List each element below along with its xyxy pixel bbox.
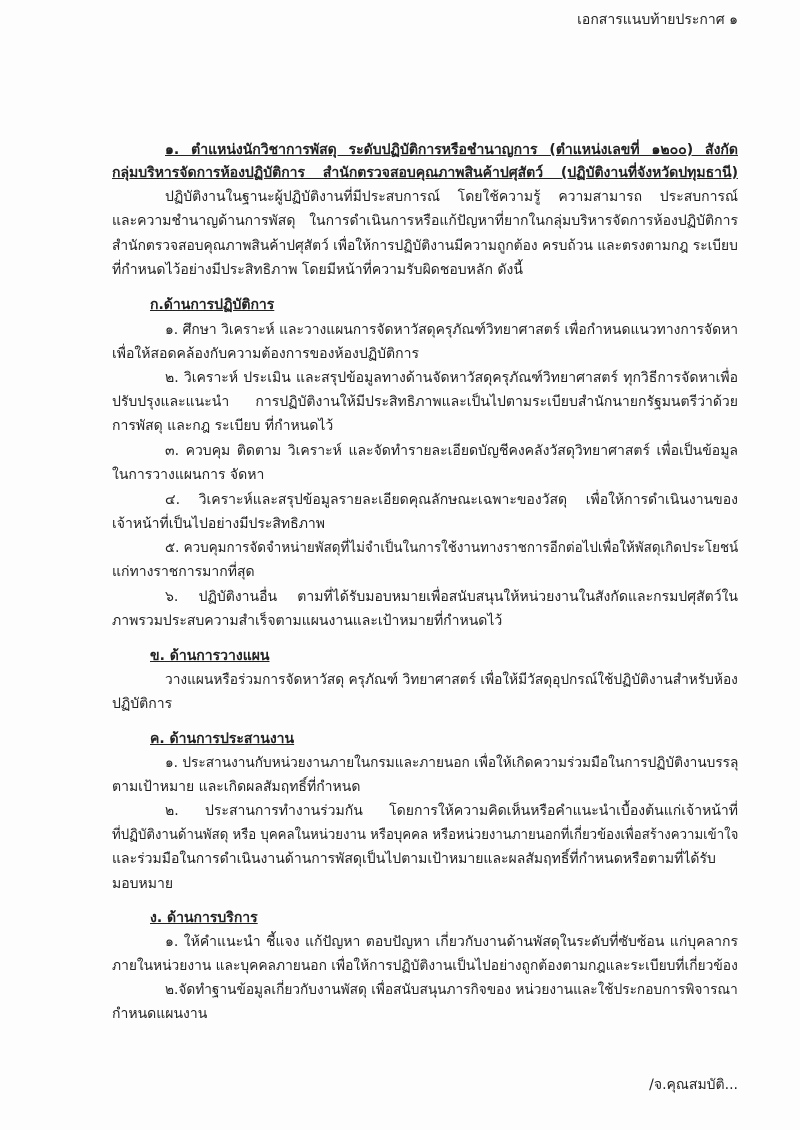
duty-item-line: ๖. ปฏิบัติงานอื่น ตามที่ได้รับมอบหมายเพื่อสนับสนุนให้หน่วยงานในสังกัดและกรมปศุสัตว์ใน bbox=[165, 589, 738, 605]
duty-item-line: การพัสดุ และกฎ ระเบียบ ที่กำหนดไว้ bbox=[112, 418, 334, 434]
position-title: ๑. ตำแหน่งนักวิชาการพัสดุ ระดับปฏิบัติการหรือชำนาญการ (ตำแหน่งเลขที่ ๑๒๐๐) สังกัด bbox=[165, 142, 738, 158]
attachment-note: เอกสารแนบท้ายประกาศ ๑ bbox=[577, 12, 738, 28]
section-heading: ก.ด้านการปฏิบัติการ bbox=[150, 297, 275, 313]
position-title: กลุ่มบริหารจัดการห้องปฏิบัติการ สำนักตรวจสอบคุณภาพสินค้าปศุสัตว์ (ปฏิบัติงานที่จังหวัดปทุมธานี) bbox=[112, 165, 738, 181]
duty-item-line: ๑. ให้คำแนะนำ ชี้แจง แก้ปัญหา ตอบปัญหา เกี่ยวกับงานด้านพัสดุในระดับที่ซับซ้อน แก่บุคลากร bbox=[165, 934, 738, 950]
duty-item-line: ๔. วิเคราะห์และสรุปข้อมูลรายละเอียดคุณลักษณะเฉพาะของวัสดุ เพื่อให้การดำเนินงานของ bbox=[165, 492, 738, 508]
duty-item-line: ๒.จัดทำฐานข้อมูลเกี่ยวกับงานพัสดุ เพื่อสนับสนุนภารกิจของ หน่วยงานและใช้ประกอบการพิจารณา bbox=[165, 982, 738, 998]
duty-item-line: ๑. ประสานงานกับหน่วยงานภายในกรมและภายนอก เพื่อให้เกิดความร่วมมือในการปฏิบัติงานบรรลุ bbox=[165, 755, 739, 771]
duty-item-line: ตามเป้าหมาย และเกิดผลสัมฤทธิ์ที่กำหนด bbox=[112, 779, 361, 795]
duty-item-line: ๒. ประสานการทำงานร่วมกัน โดยการให้ความคิดเห็นหรือคำแนะนำเบื้องต้นแก่เจ้าหน้าที่ bbox=[165, 803, 738, 819]
duty-item-line: แก่ทางราชการมากที่สุด bbox=[112, 564, 255, 580]
duty-item-line: ๕. ควบคุมการจัดจำหน่ายพัสดุที่ไม่จำเป็นในการใช้งานทางราชการอีกต่อไปเพื่อให้พัสดุเกิดประโยชน์ bbox=[165, 540, 739, 556]
intro-paragraph-line: ที่กำหนดไว้อย่างมีประสิทธิภาพ โดยมีหน้าที่ความรับผิดชอบหลัก ดังนี้ bbox=[112, 262, 523, 278]
duty-item-line: ปฏิบัติการ bbox=[112, 696, 173, 712]
duty-item-line: เจ้าหน้าที่เป็นไปอย่างมีประสิทธิภาพ bbox=[112, 516, 326, 532]
duty-item-line: วางแผนหรือร่วมการจัดหาวัสดุ ครุภัณฑ์ วิทยาศาสตร์ เพื่อให้มีวัสดุอุปกรณ์ใช้ปฏิบัติงานสำหรับห้อง bbox=[165, 672, 738, 688]
duty-item-line: ภาพรวมประสบความสำเร็จตามแผนงานและเป้าหมายที่กำหนดไว้ bbox=[112, 613, 503, 629]
section-heading: ค. ด้านการประสานงาน bbox=[150, 731, 295, 747]
duty-item-line: ในการวางแผนการ จัดหา bbox=[112, 467, 265, 483]
duty-item-line: มอบหมาย bbox=[112, 876, 174, 892]
duty-item-line: ปรับปรุงและแนะนำ การปฏิบัติงานให้มีประสิทธิภาพและเป็นไปตามระเบียบสำนักนายกรัฐมนตรีว่าด้วย bbox=[112, 394, 738, 410]
intro-paragraph-line: ปฏิบัติงานในฐานะผู้ปฏิบัติงานที่มีประสบการณ์ โดยใช้ความรู้ ความสามารถ ประสบการณ์ bbox=[165, 189, 738, 205]
duty-item-line: ๓. ควบคุม ติดตาม วิเคราะห์ และจัดทำรายละเอียดบัญชีคงคลังวัสดุวิทยาศาสตร์ เพื่อเป็นข้อมูล bbox=[165, 443, 738, 459]
duty-item-line: ภายในหน่วยงาน และบุคคลภายนอก เพื่อให้การปฏิบัติงานเป็นไปอย่างถูกต้องตามกฎและระเบียบที่เกี่ยวข้อง bbox=[112, 958, 738, 974]
section-heading: ข. ด้านการวางแผน bbox=[150, 648, 270, 664]
intro-paragraph-line: สำนักตรวจสอบคุณภาพสินค้าปศุสัตว์ เพื่อให้การปฏิบัติงานมีความถูกต้อง ครบถ้วน และตรงตามกฎ ระเบียบ bbox=[112, 238, 738, 254]
section-heading: ง. ด้านการบริการ bbox=[150, 910, 258, 926]
duty-item-line: เพื่อให้สอดคล้องกับความต้องการของห้องปฏิบัติการ bbox=[112, 346, 420, 362]
duty-item-line: และร่วมมือในการดำเนินงานด้านการพัสดุเป็นไปตามเป้าหมายและผลสัมฤทธิ์ที่กำหนดหรือตามที่ได้รับ bbox=[112, 851, 716, 867]
continuation-note: /จ.คุณสมบัติ... bbox=[649, 1077, 738, 1093]
duty-item-line: ๑. ศึกษา วิเคราะห์ และวางแผนการจัดหาวัสดุครุภัณฑ์วิทยาศาสตร์ เพื่อกำหนดแนวทางการจัดหา bbox=[165, 322, 739, 338]
intro-paragraph-line: และความชำนาญด้านการพัสดุ ในการดำเนินการหรือแก้ปัญหาที่ยากในกลุ่มบริหารจัดการห้องปฏิบัติการ bbox=[112, 213, 738, 229]
duty-item-line: กำหนดแผนงาน bbox=[112, 1006, 208, 1022]
duty-item-line: ๒. วิเคราะห์ ประเมิน และสรุปข้อมูลทางด้านจัดหาวัสดุครุภัณฑ์วิทยาศาสตร์ ทุกวิธีการจัดหาเพื่อ bbox=[165, 370, 738, 386]
duty-item-line: ที่ปฏิบัติงานด้านพัสดุ หรือ บุคคลในหน่วยงาน หรือบุคคล หรือหน่วยงานภายนอกที่เกี่ยวข้องเพื่อสร้างความเข้าใจ bbox=[112, 827, 739, 843]
